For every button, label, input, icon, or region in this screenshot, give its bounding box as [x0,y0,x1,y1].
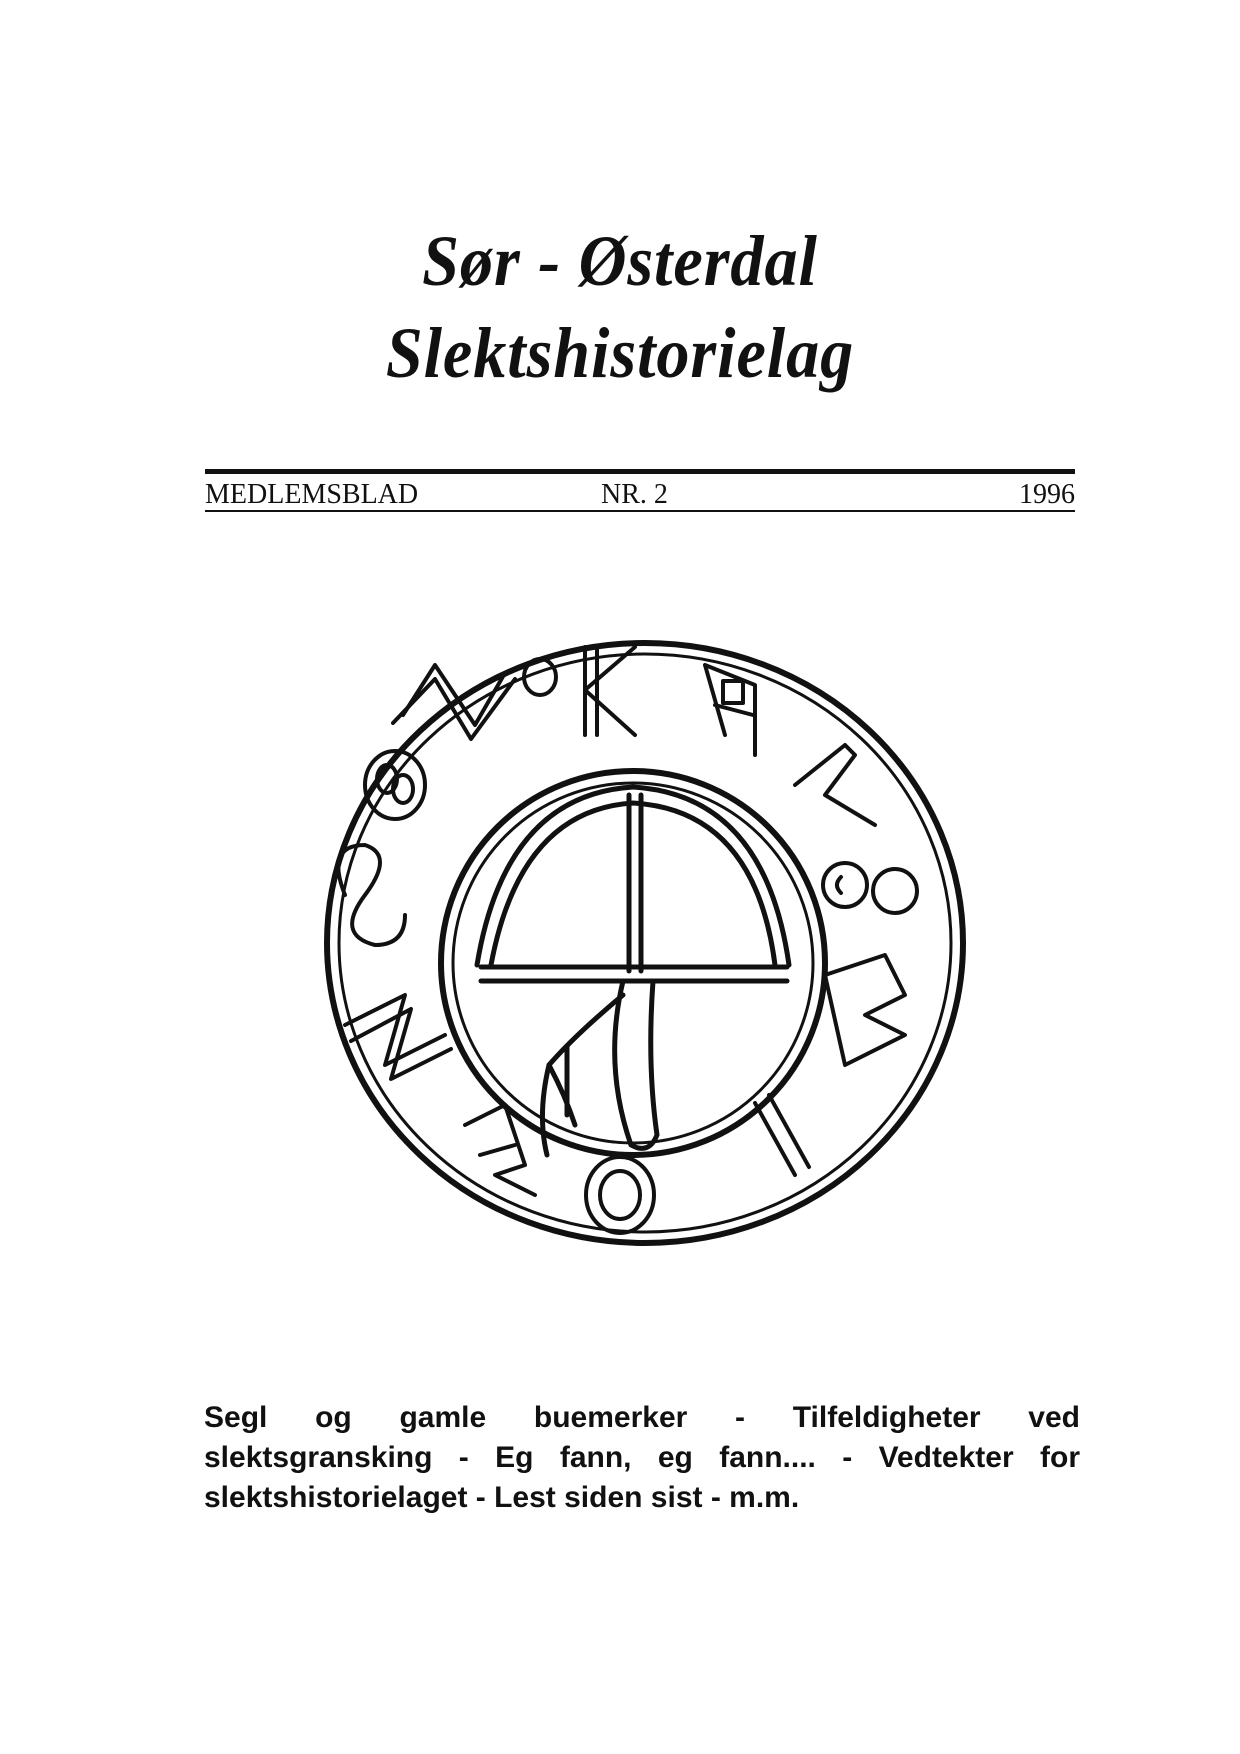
seal-inner-ring-inner [453,783,813,1143]
issue-number: NR. 2 [601,479,668,510]
issue-label: MEDLEMSBLAD [205,479,419,510]
seal-illustration [285,595,1005,1285]
seal-drawing [285,595,1005,1285]
seal-inner-ring [441,771,825,1155]
seal-outer-ring-inner [339,654,951,1232]
issue-bar [205,474,1075,512]
issue-year: 1996 [1019,479,1075,510]
title-line-2: Slektshistorielag [385,313,855,393]
title-line-1: Sør - Østerdal [422,221,818,301]
contents-summary: Segl og gamle buemerker - Tilfeldigheter ved slektsgransking - Eg fann, eg fann.... - Vedtekter for slektshistorielaget - Lest siden sist - m.m. [204,1401,1080,1514]
cover-title [0,215,1240,399]
bow-mark-emblem [477,787,789,1155]
